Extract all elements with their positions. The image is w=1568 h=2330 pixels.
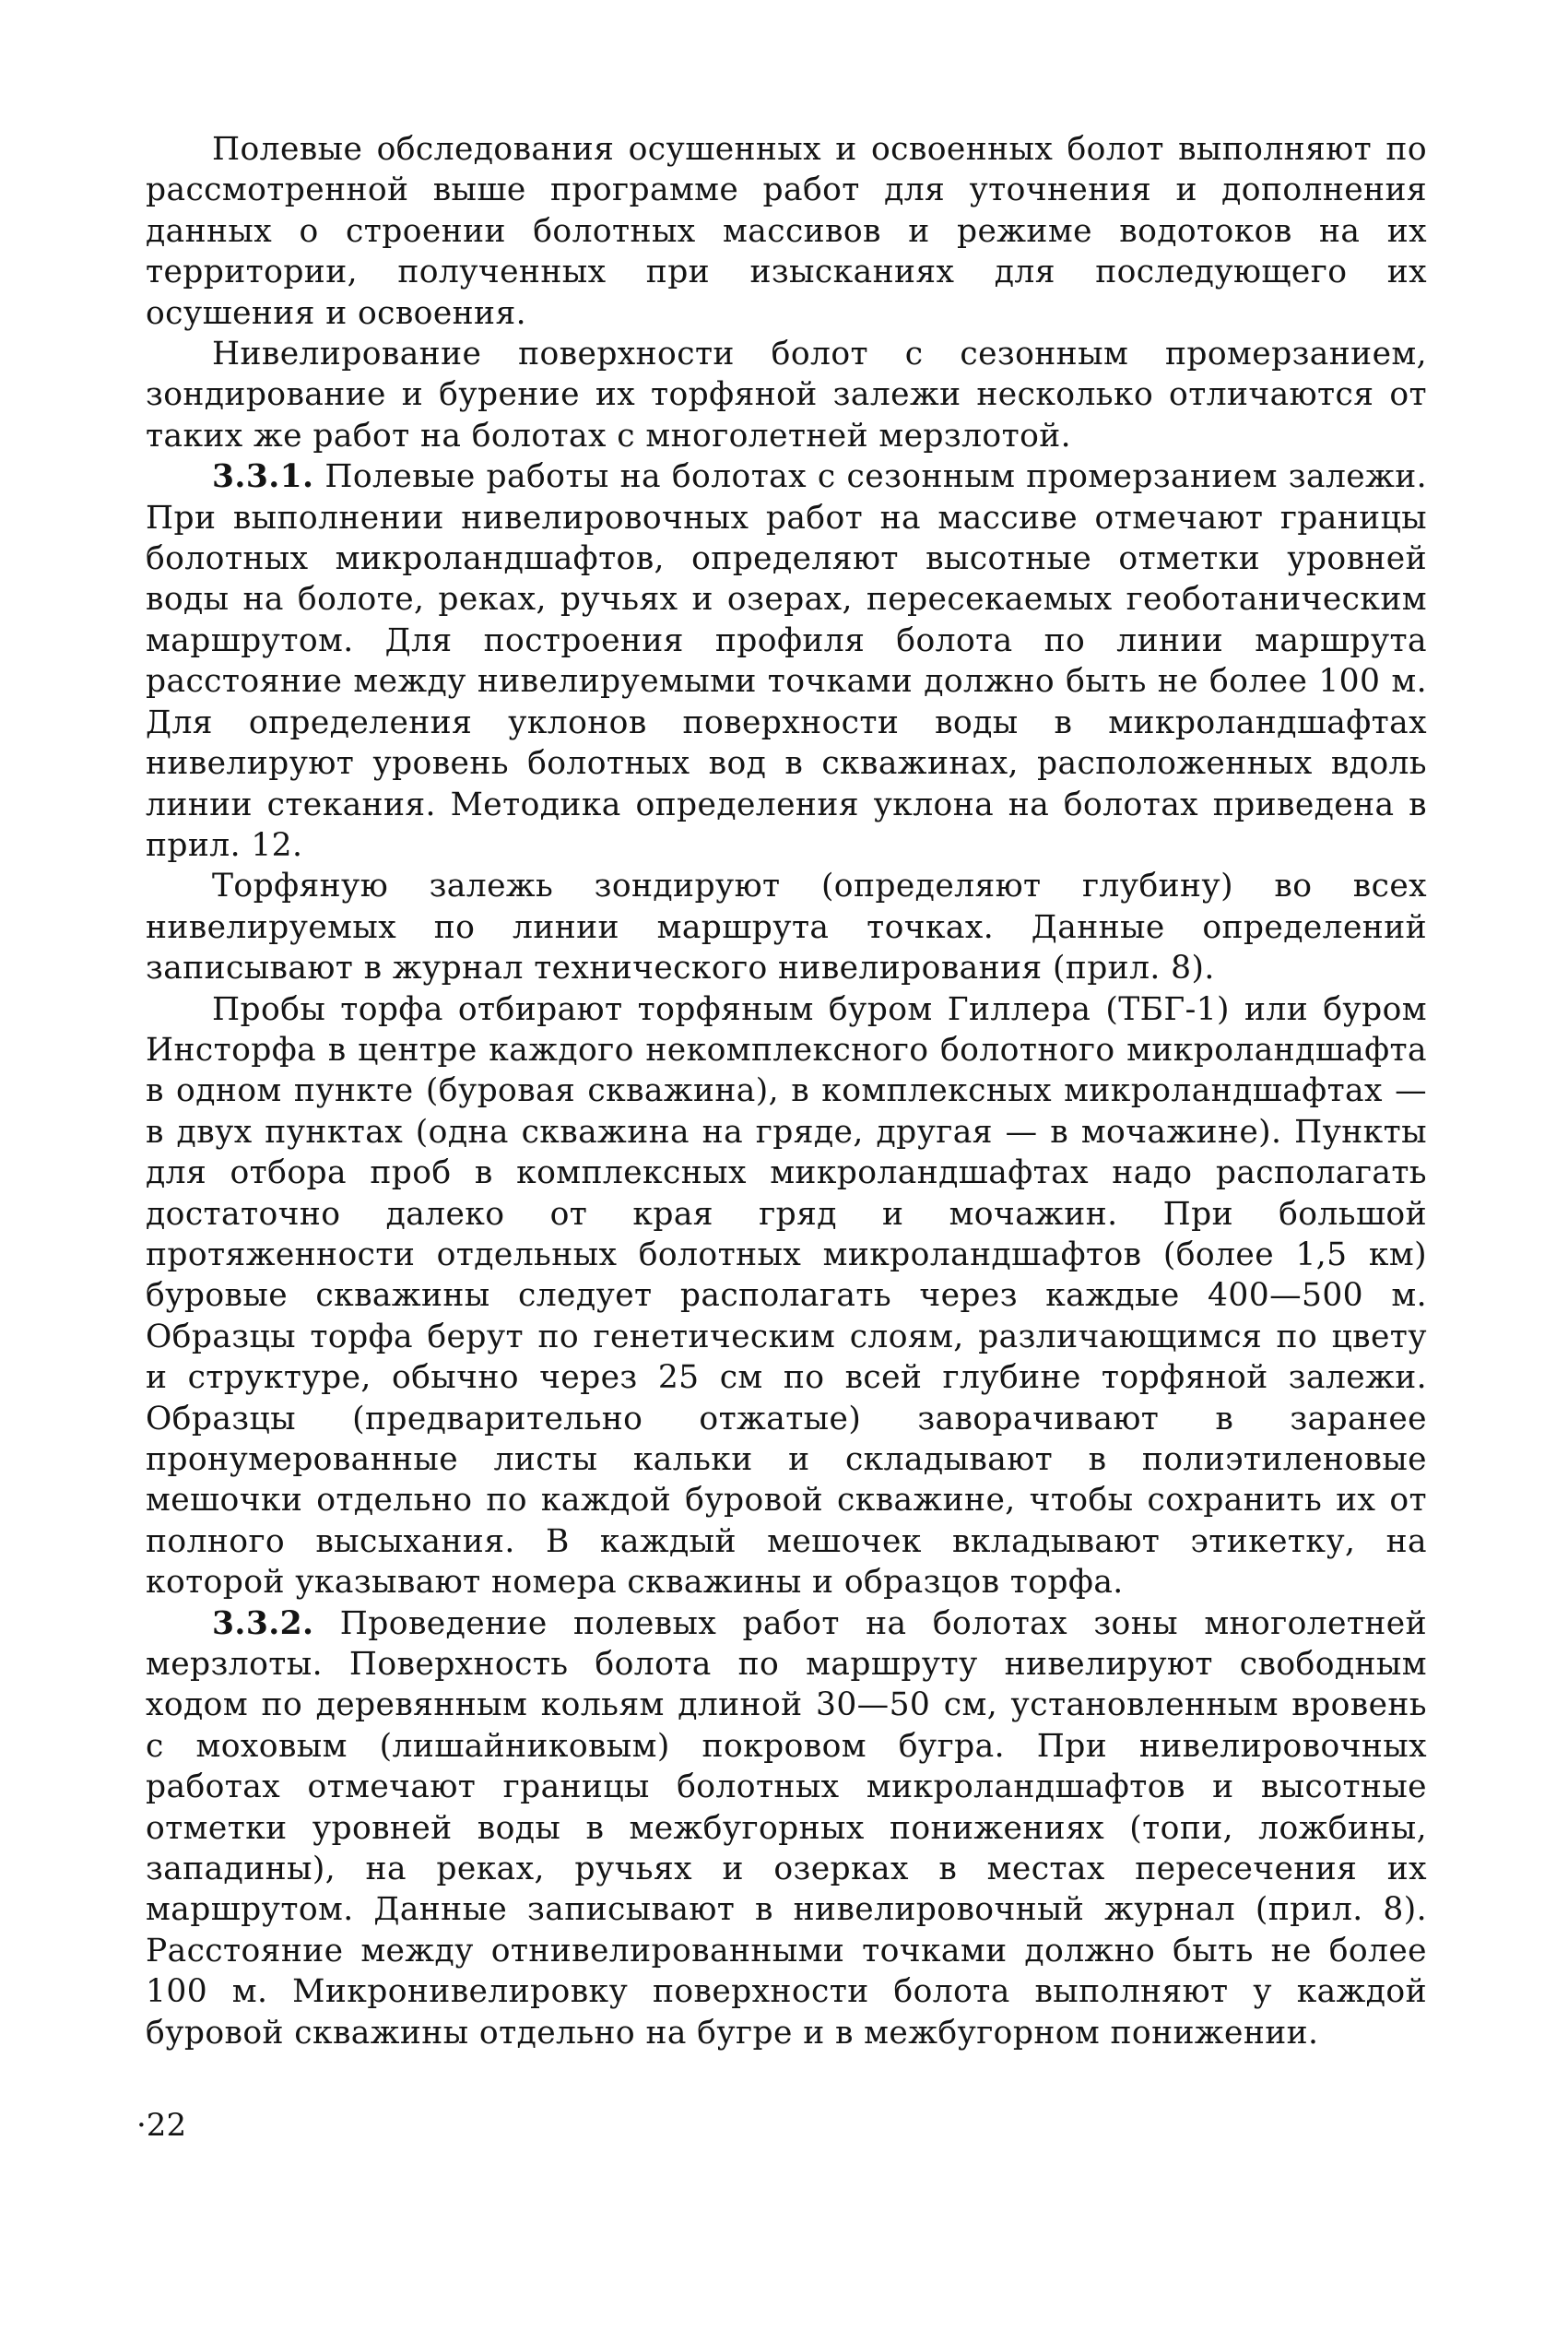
paragraph-section-3-3-1 — [146, 456, 1427, 866]
paragraph-leveling — [146, 334, 1427, 456]
paragraph-probing — [146, 866, 1427, 988]
page-number: ·22 — [136, 2107, 187, 2144]
paragraph-text: Проведение полевых работ на болотах зоны многолетней мерзлоты. Поверхность болота по маршруту нивелируют свободным ходом по деревянным кольям длиной 30—50 см, установленным вровень с моховым (лишайниковым) покровом бугра. При нивелировочных работах отмечают границы болотных микроландшафтов и высотные отметки уровней воды в межбугорных понижениях (топи, ложбины, западины), на реках, ручьях и озерках в местах пересечения их маршрутом. Данные записывают в нивелировочный журнал (прил. 8). Расстояние между отнивелированными точками должно быть не более 100 м. Микронивелировку поверхности болота выполняют у каждой буровой скважины отдельно на бугре и в межбугорном понижении. — [146, 1604, 1427, 2052]
paragraph-text: Торфяную залежь зондируют (определяют глубину) во всех нивелируемых по линии маршрута точках. Данные определений записывают в журнал технического нивелирования (прил. 8). — [146, 868, 1427, 988]
paragraph-section-3-3-2 — [146, 1603, 1427, 2053]
paragraph-text: Нивелирование поверхности болот с сезонным промерзанием, зондирование и бурение их торфяной залежи несколько отличаются от таких же работ на болотах с многолетней мерзлотой. — [146, 336, 1427, 455]
paragraph-text: Полевые обследования осушенных и освоенных болот выполняют по рассмотренной выше программе работ для уточнения и дополнения данных о строении болотных массивов и режиме водотоков на их территории, полученных при изысканиях для последующего их осушения и освоения. — [146, 131, 1427, 332]
paragraph-text: Пробы торфа отбирают торфяным буром Гиллера (ТБГ-1) или буром Инсторфа в центре каждого некомплексного болотного микроландшафта в одном пункте (буровая скважина), в комплексных микроландшафтах — в двух пунктах (одна скважина на гряде, другая — в мочажине). Пункты для отбора проб в комплексных микроландшафтах надо располагать достаточно далеко от края гряд и мочажин. При большой протяженности отдельных болотных микроландшафтов (более 1,5 км) буровые скважины следует располагать через каждые 400—500 м. Образцы торфа берут по генетическим слоям, различающимся по цвету и структуре, обычно через 25 см по всей глубине торфяной залежи. Образцы (предварительно отжатые) заворачивают в заранее пронумерованные листы кальки и складывают в полиэтиленовые мешочки отдельно по каждой буровой скважине, чтобы сохранить их от полного высыхания. В каждый мешочек вкладывают этикетку, на которой указывают номера скважины и образцов торфа. — [146, 990, 1427, 1602]
page-body — [146, 129, 1427, 2053]
paragraph-intro — [146, 129, 1427, 334]
paragraph-sampling — [146, 989, 1427, 1603]
section-number: 3.3.1. — [212, 458, 314, 496]
section-number: 3.3.2. — [212, 1604, 314, 1642]
paragraph-text: Полевые работы на болотах с сезонным промерзанием залежи. При выполнении нивелировочных работ на массиве отмечают границы болотных микроландшафтов, определяют высотные отметки уровней воды на болоте, реках, ручьях и озерах, пересекаемых геоботаническим маршрутом. Для построения профиля болота по линии маршрута расстояние между нивелируемыми точками должно быть не более 100 м. Для определения уклонов поверхности воды в микроландшафтах нивелируют уровень болотных вод в скважинах, расположенных вдоль линии стекания. Методика определения уклона на болотах приведена в прил. 12. — [146, 458, 1427, 864]
